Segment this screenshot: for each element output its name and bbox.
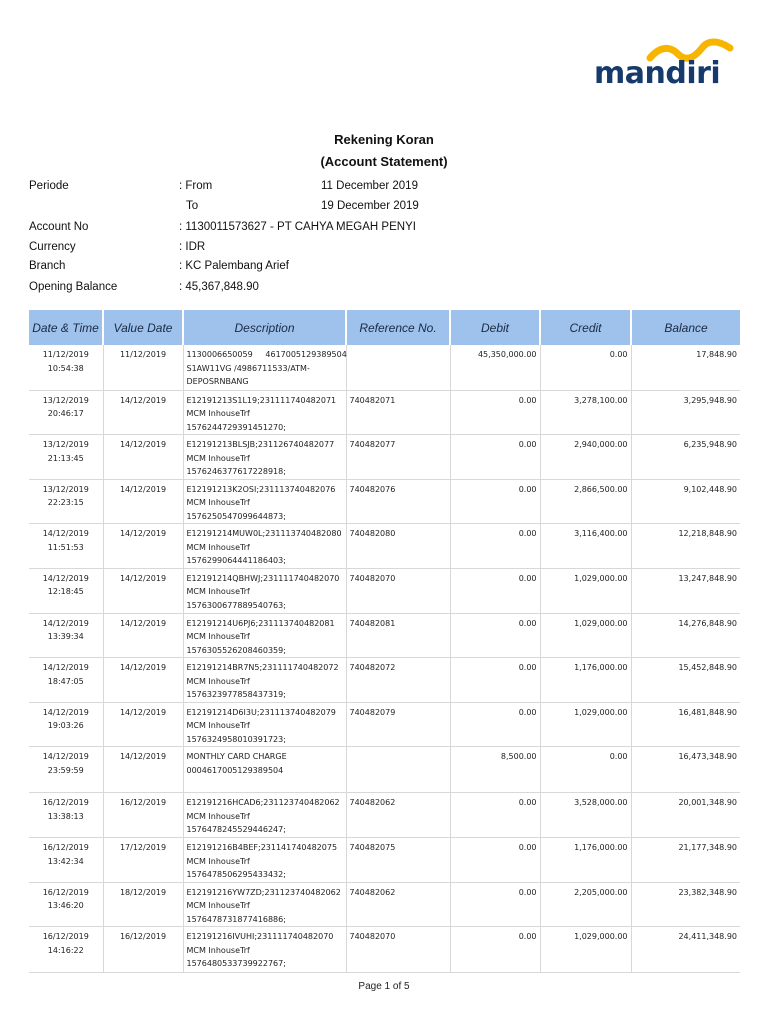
cell-reference-no: 740482077 <box>346 435 450 480</box>
cell-time: 13:39:34 <box>47 632 84 641</box>
cell-time: 21:13:45 <box>47 453 84 463</box>
cell-debit: 0.00 <box>450 435 540 480</box>
cell-value-date: 17/12/2019 <box>103 838 183 883</box>
desc-line-2: MCM InhouseTrf <box>186 498 250 507</box>
desc-line-1: E12191214BR7N5;231111740482072 <box>186 663 339 672</box>
desc-line-2: 0004617005129389504 <box>186 765 284 775</box>
cell-credit: 2,205,000.00 <box>540 882 631 927</box>
table-row <box>29 702 740 747</box>
cell-description <box>183 927 346 973</box>
table-row <box>29 747 740 793</box>
desc-line-3: 1576300677889540763; <box>186 600 286 610</box>
cell-date-time <box>29 882 103 927</box>
cell-reference-no: 740482080 <box>346 524 450 569</box>
table-row <box>29 838 740 883</box>
desc-line-1: E12191213BLSJB;231126740482077 <box>186 440 335 449</box>
table-row <box>29 882 740 927</box>
cell-time: 14:16:22 <box>47 945 84 955</box>
desc-line-3: DEPOSRNBANG <box>186 377 249 386</box>
cell-date-time <box>29 658 103 703</box>
cell-value-date: 14/12/2019 <box>103 524 183 569</box>
cell-debit: 45,350,000.00 <box>450 345 540 390</box>
desc-line-2: MCM InhouseTrf <box>186 721 250 730</box>
cell-description <box>183 479 346 524</box>
cell-reference-no: 740482079 <box>346 702 450 747</box>
cell-balance: 6,235,948.90 <box>631 435 740 480</box>
to-label: To <box>186 200 199 212</box>
cell-date: 14/12/2019 <box>42 573 89 583</box>
col-header-reference-no: Reference No. <box>346 310 450 345</box>
cell-date: 11/12/2019 <box>42 350 89 359</box>
cell-credit: 1,029,000.00 <box>540 927 631 973</box>
cell-balance: 13,247,848.90 <box>631 568 740 613</box>
account-value: : 1130011573627 - PT CAHYA MEGAH PENYI <box>179 221 416 233</box>
col-header-credit: Credit <box>540 310 631 345</box>
cell-debit: 0.00 <box>450 658 540 703</box>
cell-debit: 0.00 <box>450 702 540 747</box>
desc-line-1: E12191216B4BEF;231141740482075 <box>186 843 338 852</box>
cell-debit: 0.00 <box>450 524 540 569</box>
cell-description <box>183 568 346 613</box>
cell-debit: 8,500.00 <box>450 747 540 793</box>
desc-line-1: E12191216HCAD6;231123740482062 <box>186 798 340 807</box>
cell-balance: 17,848.90 <box>631 345 740 390</box>
col-header-value-date: Value Date <box>103 310 183 345</box>
desc-line-2: MCM InhouseTrf <box>186 542 250 552</box>
cell-date-time <box>29 345 103 390</box>
desc-line-2: MCM InhouseTrf <box>186 945 250 955</box>
cell-date: 16/12/2019 <box>42 843 89 852</box>
cell-credit: 0.00 <box>540 747 631 793</box>
cell-description <box>183 613 346 658</box>
cell-value-date: 18/12/2019 <box>103 882 183 927</box>
cell-credit: 1,029,000.00 <box>540 568 631 613</box>
desc-line-1: E12191214D6I3U;231113740482079 <box>186 707 336 717</box>
desc-line-2: MCM InhouseTrf <box>186 453 250 463</box>
cell-credit: 3,278,100.00 <box>540 390 631 435</box>
cell-date: 14/12/2019 <box>42 707 89 717</box>
cell-date-time <box>29 479 103 524</box>
cell-value-date: 14/12/2019 <box>103 613 183 658</box>
cell-date: 16/12/2019 <box>42 887 89 897</box>
cell-date: 14/12/2019 <box>42 752 89 761</box>
branch-label: Branch <box>29 260 66 272</box>
desc-line-3: 1576478731877416886; <box>186 914 286 924</box>
desc-line-1: MONTHLY CARD CHARGE <box>186 752 287 761</box>
cell-debit: 0.00 <box>450 793 540 838</box>
desc-line-2: MCM InhouseTrf <box>186 676 250 686</box>
cell-date-time <box>29 524 103 569</box>
desc-line-3: 1576250547099644873; <box>186 511 286 521</box>
cell-reference-no: 740482062 <box>346 882 450 927</box>
branch-value: : KC Palembang Arief <box>179 260 289 272</box>
cell-reference-no: 740482075 <box>346 838 450 883</box>
table-row <box>29 793 740 838</box>
cell-time: 12:18:45 <box>47 587 84 596</box>
desc-line-2: MCM InhouseTrf <box>186 901 250 910</box>
currency-label: Currency <box>29 241 76 253</box>
desc-line-3: 1576478245529446247; <box>186 825 286 834</box>
cell-reference-no: 740482070 <box>346 568 450 613</box>
cell-date-time <box>29 927 103 973</box>
cell-debit: 0.00 <box>450 390 540 435</box>
cell-date-time <box>29 793 103 838</box>
desc-line-3: 1576480533739922767; <box>186 959 286 968</box>
cell-description <box>183 658 346 703</box>
col-header-date-time: Date & Time <box>29 310 103 345</box>
desc-line-1: E12191216YW7ZD;231123740482062 <box>186 887 341 897</box>
cell-credit: 1,176,000.00 <box>540 838 631 883</box>
cell-date: 13/12/2019 <box>42 484 89 494</box>
cell-description <box>183 882 346 927</box>
cell-balance: 21,177,348.90 <box>631 838 740 883</box>
cell-debit: 0.00 <box>450 568 540 613</box>
account-label: Account No <box>29 221 89 233</box>
from-label: : From <box>179 180 213 192</box>
from-date: 11 December 2019 <box>321 180 418 192</box>
table-row <box>29 390 740 435</box>
cell-time: 13:42:34 <box>47 856 84 866</box>
col-header-balance: Balance <box>631 310 740 345</box>
cell-credit: 3,528,000.00 <box>540 793 631 838</box>
cell-description <box>183 345 346 390</box>
cell-date: 13/12/2019 <box>42 440 89 449</box>
cell-balance: 24,411,348.90 <box>631 927 740 973</box>
col-header-debit: Debit <box>450 310 540 345</box>
desc-line-3: 1576324958010391723; <box>186 734 286 744</box>
cell-reference-no: 740482071 <box>346 390 450 435</box>
mandiri-logo <box>594 36 744 96</box>
cell-time: 18:47:05 <box>47 676 84 686</box>
page-number: Page 1 of 5 <box>358 981 410 992</box>
cell-debit: 0.00 <box>450 882 540 927</box>
cell-date: 16/12/2019 <box>42 932 89 941</box>
cell-time: 20:46:17 <box>47 409 84 418</box>
to-date: 19 December 2019 <box>321 200 419 212</box>
cell-value-date: 14/12/2019 <box>103 435 183 480</box>
desc-line-3: 1576299064441186403; <box>186 556 286 565</box>
transactions-table <box>29 310 740 973</box>
cell-debit: 0.00 <box>450 838 540 883</box>
cell-balance: 14,276,848.90 <box>631 613 740 658</box>
cell-date: 14/12/2019 <box>42 618 89 628</box>
desc-line-2: S1AW11VG /4986711533/ATM- <box>186 363 310 373</box>
cell-value-date: 16/12/2019 <box>103 793 183 838</box>
cell-reference-no <box>346 345 450 390</box>
cell-time: 22:23:15 <box>47 498 84 507</box>
cell-description <box>183 793 346 838</box>
cell-time: 10:54:38 <box>47 363 84 373</box>
cell-value-date: 14/12/2019 <box>103 747 183 793</box>
cell-date: 14/12/2019 <box>42 529 89 538</box>
desc-line-3: 1576244729391451270; <box>186 422 286 432</box>
desc-line-1: 1130006650059 4617005129389504 <box>186 350 347 359</box>
brand-name: mandiri <box>594 56 721 91</box>
cell-value-date: 14/12/2019 <box>103 658 183 703</box>
cell-value-date: 14/12/2019 <box>103 568 183 613</box>
cell-value-date: 14/12/2019 <box>103 390 183 435</box>
cell-reference-no: 740482076 <box>346 479 450 524</box>
cell-balance: 16,481,848.90 <box>631 702 740 747</box>
cell-reference-no: 740482070 <box>346 927 450 973</box>
cell-time: 13:46:20 <box>47 901 84 910</box>
desc-line-2: MCM InhouseTrf <box>186 587 250 596</box>
table-row <box>29 568 740 613</box>
cell-description <box>183 435 346 480</box>
cell-description <box>183 702 346 747</box>
desc-line-1: E12191214MUW0L;231113740482080 <box>186 529 342 538</box>
cell-description <box>183 390 346 435</box>
desc-line-2: MCM InhouseTrf <box>186 811 250 821</box>
cell-date: 16/12/2019 <box>42 798 89 807</box>
cell-date-time <box>29 702 103 747</box>
cell-description <box>183 524 346 569</box>
table-row <box>29 658 740 703</box>
cell-description <box>183 747 346 793</box>
cell-value-date: 14/12/2019 <box>103 702 183 747</box>
cell-date-time <box>29 747 103 793</box>
cell-credit: 2,940,000.00 <box>540 435 631 480</box>
cell-debit: 0.00 <box>450 479 540 524</box>
desc-line-3: 1576305526208460359; <box>186 645 286 655</box>
cell-credit: 3,116,400.00 <box>540 524 631 569</box>
desc-line-3: 1576246377617228918; <box>186 467 286 476</box>
cell-balance: 9,102,448.90 <box>631 479 740 524</box>
periode-label: Periode <box>29 180 69 192</box>
page-subtitle: (Account Statement) <box>320 154 448 169</box>
table-row <box>29 345 740 390</box>
col-header-description: Description <box>183 310 346 345</box>
table-row <box>29 524 740 569</box>
cell-reference-no: 740482081 <box>346 613 450 658</box>
table-row <box>29 613 740 658</box>
desc-line-1: E12191214QBHWJ;231111740482070 <box>186 573 340 583</box>
cell-time: 11:51:53 <box>47 542 84 552</box>
cell-credit: 0.00 <box>540 345 631 390</box>
desc-line-2: MCM InhouseTrf <box>186 632 250 641</box>
cell-value-date: 11/12/2019 <box>103 345 183 390</box>
cell-date-time <box>29 838 103 883</box>
cell-time: 13:38:13 <box>47 811 84 821</box>
cell-balance: 3,295,948.90 <box>631 390 740 435</box>
cell-date-time <box>29 613 103 658</box>
cell-reference-no: 740482072 <box>346 658 450 703</box>
cell-balance: 12,218,848.90 <box>631 524 740 569</box>
cell-time: 19:03:26 <box>47 721 84 730</box>
cell-date-time <box>29 568 103 613</box>
desc-line-1: E12191214U6PJ6;231113740482081 <box>186 618 335 628</box>
table-body <box>29 345 740 973</box>
cell-debit: 0.00 <box>450 927 540 973</box>
cell-credit: 1,029,000.00 <box>540 613 631 658</box>
table-row <box>29 479 740 524</box>
opening-balance-value: : 45,367,848.90 <box>179 281 259 293</box>
cell-date: 14/12/2019 <box>42 663 89 672</box>
cell-date: 13/12/2019 <box>42 395 89 405</box>
desc-line-2: MCM InhouseTrf <box>186 409 250 418</box>
cell-value-date: 14/12/2019 <box>103 479 183 524</box>
cell-credit: 1,029,000.00 <box>540 702 631 747</box>
desc-line-3: 1576323977858437319; <box>186 690 286 699</box>
cell-date-time <box>29 435 103 480</box>
cell-balance: 20,001,348.90 <box>631 793 740 838</box>
currency-value: : IDR <box>179 241 206 253</box>
desc-line-1: E12191213K2OSI;231113740482076 <box>186 484 336 494</box>
cell-time: 23:59:59 <box>47 765 84 775</box>
cell-value-date: 16/12/2019 <box>103 927 183 973</box>
desc-line-1: E12191213S1L19;231111740482071 <box>186 395 337 405</box>
cell-balance: 16,473,348.90 <box>631 747 740 793</box>
cell-reference-no <box>346 747 450 793</box>
table-header-row <box>29 310 740 345</box>
desc-line-2: MCM InhouseTrf <box>186 856 250 866</box>
desc-line-3: 1576478506295433432; <box>186 870 286 879</box>
opening-balance-label: Opening Balance <box>29 281 118 293</box>
table-row <box>29 927 740 973</box>
cell-description <box>183 838 346 883</box>
page-title: Rekening Koran <box>334 132 434 147</box>
cell-reference-no: 740482062 <box>346 793 450 838</box>
desc-line-1: E12191216IVUHI;231111740482070 <box>186 932 334 941</box>
cell-balance: 23,382,348.90 <box>631 882 740 927</box>
cell-debit: 0.00 <box>450 613 540 658</box>
cell-date-time <box>29 390 103 435</box>
cell-balance: 15,452,848.90 <box>631 658 740 703</box>
cell-credit: 2,866,500.00 <box>540 479 631 524</box>
table-row <box>29 435 740 480</box>
cell-credit: 1,176,000.00 <box>540 658 631 703</box>
